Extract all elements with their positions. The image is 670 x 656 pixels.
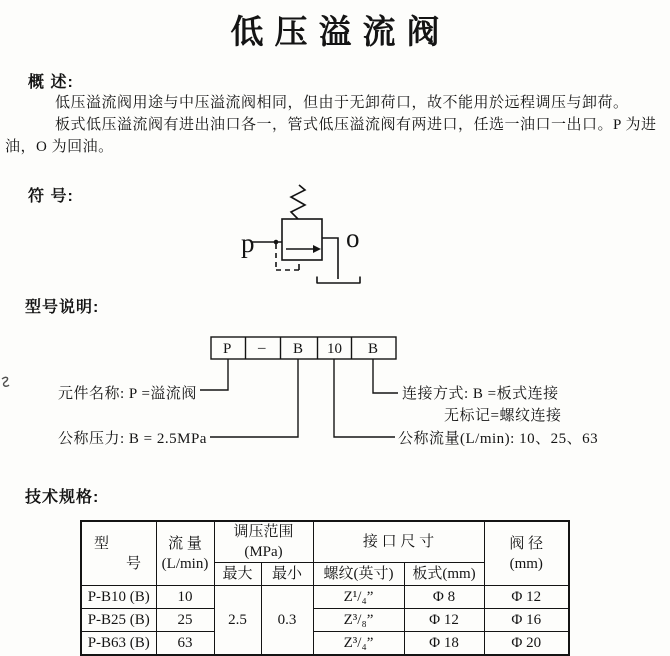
overview-paragraph-2: 板式低压溢流阀有进出油口各一，管式低压溢流阀有两进口，任选一油口一出口。P 为进油，O 为回油。: [5, 117, 657, 155]
header-diameter-line1: 阀 径: [509, 535, 544, 552]
specs-heading: 技术规格:: [25, 489, 100, 506]
cell-thread: Z¹/₄”: [313, 586, 404, 609]
header-valve-diameter: [484, 521, 569, 586]
cell-range-min: 0.3: [261, 586, 313, 656]
header-flow: [156, 521, 214, 586]
table-row: [81, 632, 569, 656]
cell-diameter: Φ 20: [484, 632, 569, 656]
relief-valve-symbol: [241, 185, 360, 284]
header-model-bottom: 号: [126, 555, 142, 572]
leader-flow: [334, 359, 395, 437]
header-range-min: 最小: [261, 563, 313, 586]
label-connection-type: 连接方式: B =板式连接: [402, 386, 559, 402]
header-diameter-line2: (mm): [509, 555, 543, 572]
header-flow-line2: (L/min): [161, 555, 209, 572]
pilot-junction-dot: [274, 240, 279, 245]
cell-flow: 10: [156, 586, 214, 609]
header-range-max: 最大: [214, 563, 261, 586]
symbol-heading: 符 号:: [28, 188, 74, 205]
code-cell-b2: B: [368, 341, 379, 357]
cell-plate: Φ 12: [404, 609, 484, 632]
label-connection-unmarked: 无标记=螺纹连接: [444, 408, 562, 424]
table-row: [81, 586, 569, 609]
cell-diameter: Φ 16: [484, 609, 569, 632]
overview-heading: 概 述:: [28, 74, 74, 91]
header-model-top: 型: [94, 535, 110, 552]
code-cell-p: P: [223, 341, 232, 357]
valve-body-box: [282, 219, 322, 260]
label-nominal-flow: 公称流量(L/min): 10、25、63: [398, 431, 599, 447]
header-pressure-range-group: 调压范围(MPa): [214, 521, 313, 563]
header-port-thread: 螺纹(英寸): [313, 563, 404, 586]
page-title: 低压溢流阀: [230, 13, 451, 50]
code-cell-10: 10: [327, 341, 342, 357]
label-nominal-pressure: 公称压力: B = 2.5MPa: [58, 431, 207, 447]
table-header-row-1: [81, 521, 569, 563]
cell-flow: 63: [156, 632, 214, 656]
leader-component: [200, 359, 228, 390]
scan-artifact-mark: [2, 377, 9, 386]
cell-range-max: 2.5: [214, 586, 261, 656]
spring-icon: [291, 185, 305, 219]
port-o-label: o: [346, 223, 360, 253]
leader-pressure: [210, 359, 298, 437]
cell-flow: 25: [156, 609, 214, 632]
table-row: [81, 609, 569, 632]
cell-plate: Φ 8: [404, 586, 484, 609]
port-p-label: p: [241, 228, 255, 258]
model-heading: 型号说明:: [25, 299, 100, 316]
specs-table: [80, 520, 570, 656]
cell-diameter: Φ 12: [484, 586, 569, 609]
label-component-name: 元件名称: P =溢流阀: [58, 386, 197, 402]
overview-paragraph-1: 低压溢流阀用途与中压溢流阀相同，但由于无卸荷口，故不能用於远程调压与卸荷。: [55, 95, 629, 111]
leader-connection: [373, 359, 398, 393]
header-flow-line1: 流 量: [168, 535, 202, 552]
cell-thread: Z³/₈”: [313, 609, 404, 632]
cell-model: P-B25 (B): [81, 609, 156, 632]
cell-plate: Φ 18: [404, 632, 484, 656]
cell-model: P-B63 (B): [81, 632, 156, 656]
flow-arrow-head: [313, 245, 321, 253]
cell-thread: Z³/₄”: [313, 632, 404, 656]
code-cell-b1: B: [293, 341, 304, 357]
header-port-size-group: 接 口 尺 寸: [313, 521, 484, 563]
model-code-diagram: [200, 337, 398, 437]
cell-model: P-B10 (B): [81, 586, 156, 609]
outlet-line: [322, 238, 338, 279]
code-cell-dash: –: [258, 340, 266, 356]
header-port-plate: 板式(mm): [404, 563, 484, 586]
header-model: [81, 521, 156, 586]
